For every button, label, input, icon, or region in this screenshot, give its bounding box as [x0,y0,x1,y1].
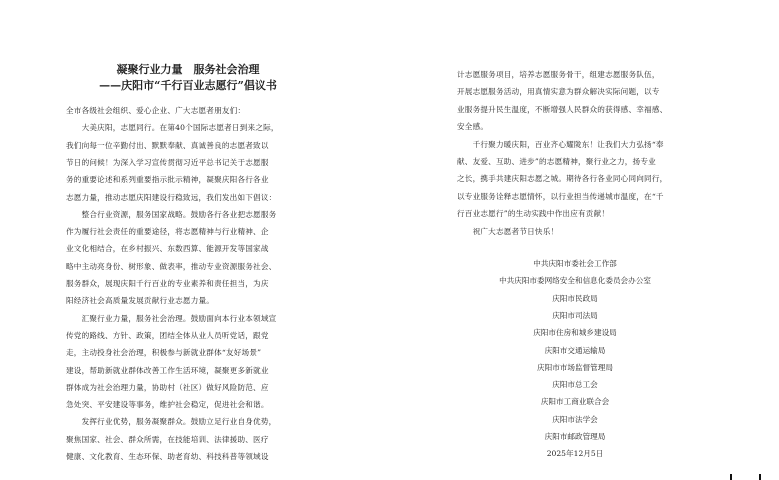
body-line: 千行聚力暖庆阳，百业齐心耀陇东！让我们大力弘扬“奉 [457,139,664,149]
document-title: 凝聚行业力量 服务社会治理 [116,63,260,76]
body-line: 以专业服务诠释志愿情怀，以行业担当传递城市温度，在“千 [457,191,664,201]
body-line: 计志愿服务项目，培养志愿服务骨干，组建志愿服务队伍， [457,70,660,79]
corner-mark [730,474,732,480]
issue-date: 2025年12月5日 [546,449,604,459]
body-line: 志愿力量，推动志愿庆阳建设行稳致远，我们发出如下倡议： [66,192,277,202]
signatory-line: 庆阳市法学会 [552,414,598,424]
body-line: 行百业志愿行”的生动实践中作出应有贡献！ [457,209,610,219]
body-line: 健康、文化教育、生态环保、助老育幼、科技科普等领域设 [66,452,269,461]
body-line: 传党的路线、方针、政策，团结全体从业人员听党话，跟党 [66,330,269,340]
body-line: 作为履行社会责任的重要途径，将志愿精神与行业精神、企 [66,227,269,237]
signatory-line: 庆阳市市场监督管理局 [537,362,613,372]
body-line: 群体成为社会治理力量，协助村（社区）做好风险防范、应 [66,382,269,392]
body-line: 整合行业资源，服务国家战略。鼓励各行各业把志愿服务 [66,209,277,219]
body-line: 大美庆阳，志愿同行。在第40个国际志愿者日到来之际， [66,123,279,133]
body-line: 安全感。 [457,122,489,132]
signatory-line: 庆阳市住房和城乡建设局 [533,328,617,338]
signatory-line: 庆阳市工商业联合会 [540,397,610,407]
body-line: 业文化相结合，在乡村振兴、东数西算、能源开发等国家战 [66,244,269,254]
body-line: 发挥行业优势，服务凝聚群众。鼓励立足行业自身优势， [66,417,277,427]
body-line: 业服务提升民生温度，不断增强人民群众的获得感、幸福感、 [457,104,668,114]
signatory-line: 庆阳市交通运输局 [544,345,606,355]
body-line: 务的重要论述和系列重要指示批示精神，凝聚庆阳各行各业 [66,175,269,185]
body-line: 我们向每一位辛勤付出、默默奉献、真诚善良的志愿者致以 [66,140,269,150]
body-line: 阳经济社会高质量发展贡献行业志愿力量。 [66,296,215,306]
signatory-line: 中共庆阳市委网络安全和信息化委员会办公室 [499,276,651,286]
signatory-line: 庆阳市邮政管理局 [544,432,606,441]
corner-mark [759,474,761,480]
body-line: 急处突、平安建设等事务，维护社会稳定，促进社会和谐。 [66,400,269,410]
body-line: 开展志愿服务活动，用真情实意为群众解决实际问题，以专 [457,87,660,97]
body-line: 节日的问候！为深入学习宣传贯彻习近平总书记关于志愿服 [66,157,269,167]
signatory-line: 庆阳市司法局 [552,310,598,320]
body-line: 全市各级社会组织、爱心企业、广大志愿者朋友们： [66,106,246,115]
body-line: 祝广大志愿者节日快乐！ [457,226,559,236]
body-line: 略中主动亮身份、树形象、做表率，推动专业资源服务社会、 [66,261,277,271]
signatory-line: 庆阳市总工会 [552,380,598,390]
body-line: 献、友爱、互助、进步”的志愿精神，聚行业之力，扬专业 [457,157,656,166]
body-line: 汇聚行业力量，服务社会治理。鼓励面向本行业本领域宣 [66,313,277,323]
body-line: 之长，携手共建庆阳志愿之城。期待各行各业同心同向同行， [457,174,668,184]
body-line: 建设，帮助新就业群体改善工作生活环境，凝聚更多新就业 [66,365,269,375]
body-line: 服务群众，展现庆阳千行百业的专业素养和责任担当，为庆 [66,279,269,288]
document-subtitle: ——庆阳市“千行百业志愿行”倡议书 [99,79,277,92]
signatory-line: 庆阳市民政局 [552,293,598,303]
body-line: 走，主动投身社会治理，积极参与新就业群体“友好场景” [66,348,262,358]
body-line: 聚焦国家、社会、群众所需，在技能培训、法律援助、医疗 [66,434,269,444]
signatory-line: 中共庆阳市委社会工作部 [533,259,617,268]
